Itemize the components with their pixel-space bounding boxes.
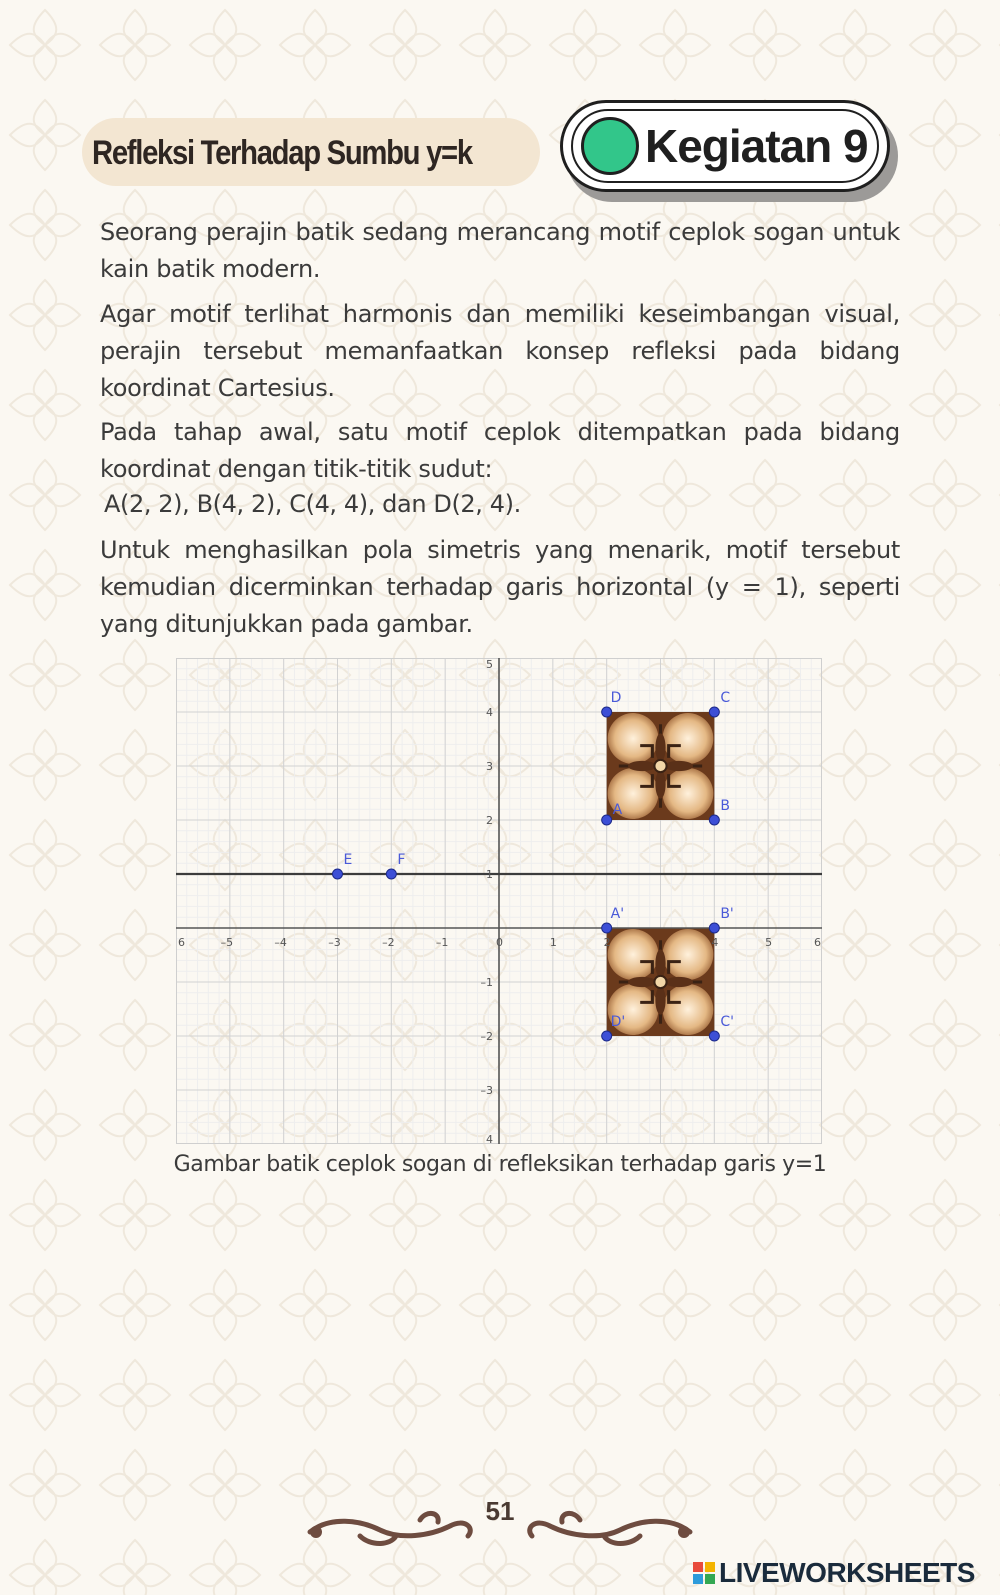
paragraph-setup: Pada tahap awal, satu motif ceplok ditempatkan pada bidang koordinat dengan titik-titik sudut:: [100, 418, 900, 483]
x-tick-label: 6: [814, 936, 821, 949]
paragraph-purpose: Agar motif terlihat harmonis dan memiliki keseimbangan visual, perajin tersebut memanfaatkan konsep refleksi pada bidang koordinat Cartesius.: [100, 300, 900, 402]
activity-badge: [560, 100, 890, 192]
point-B-prime: [709, 923, 719, 933]
point-label: E: [343, 852, 353, 868]
point-C: [709, 707, 719, 717]
page-number: 51: [485, 1496, 515, 1526]
point-label: A: [612, 802, 623, 818]
point-label: A': [610, 906, 625, 922]
paragraph-reflection: Untuk menghasilkan pola simetris yang menarik, motif tersebut kemudian dicerminkan terhadap garis horizontal (y = 1), seperti yang ditunjukkan pada gambar.: [100, 536, 900, 638]
y-tick-label: 3: [486, 760, 493, 773]
green-dot-icon: [581, 117, 639, 175]
point-A-prime: [602, 923, 612, 933]
x-tick-label: 5: [765, 936, 773, 949]
point-F: [386, 869, 396, 879]
x-tick-label: 0: [496, 936, 503, 949]
coordinate-graph: [176, 658, 822, 1144]
x-tick-label: –5: [220, 936, 234, 949]
y-tick-label: 4: [486, 1133, 493, 1144]
activity-badge-inner: [571, 109, 879, 183]
point-label: D: [610, 690, 622, 706]
point-label: C: [720, 690, 731, 706]
point-E: [333, 869, 343, 879]
point-D-prime: [602, 1031, 612, 1041]
activity-label: Kegiatan 9: [645, 120, 868, 172]
x-tick-label: 4: [711, 936, 719, 949]
point-C-prime: [709, 1031, 719, 1041]
y-tick-label: –1: [480, 976, 493, 989]
corner-coordinates: A(2, 2), B(4, 2), C(4, 4), dan D(2, 4).: [104, 490, 521, 518]
graph-svg: [176, 658, 822, 1144]
section-title: Refleksi Terhadap Sumbu y=k: [92, 134, 472, 172]
brand-logo: [693, 1556, 993, 1590]
y-tick-label: –2: [480, 1030, 493, 1043]
x-tick-label: –4: [274, 936, 287, 949]
original-motif: [607, 712, 715, 820]
x-tick-label: 2: [603, 936, 611, 949]
point-label: B: [720, 798, 730, 814]
point-label: B': [720, 906, 734, 922]
x-tick-label: 6: [178, 936, 185, 949]
point-D: [602, 707, 612, 717]
point-B: [709, 815, 719, 825]
x-tick-label: 1: [549, 936, 557, 949]
brand-name: LIVEWORKSHEETS: [719, 1557, 975, 1588]
paragraph-intro: Seorang perajin batik sedang merancang motif ceplok sogan untuk kain batik modern.: [100, 218, 900, 283]
y-tick-label: 4: [486, 706, 493, 719]
y-tick-label: 1: [486, 868, 493, 881]
x-tick-label: –1: [435, 936, 449, 949]
point-label: F: [397, 852, 406, 868]
y-tick-label: 5: [486, 658, 493, 671]
y-tick-label: –3: [480, 1084, 493, 1097]
y-tick-label: 2: [486, 814, 493, 827]
point-A: [602, 815, 612, 825]
liveworksheets-icon: [693, 1562, 715, 1584]
point-label: D': [610, 1014, 626, 1030]
point-label: C': [720, 1014, 734, 1030]
x-tick-label: –2: [382, 936, 395, 949]
figure-caption: Gambar batik ceplok sogan di refleksikan terhadap garis y=1: [173, 1152, 827, 1177]
x-tick-label: –3: [328, 936, 341, 949]
